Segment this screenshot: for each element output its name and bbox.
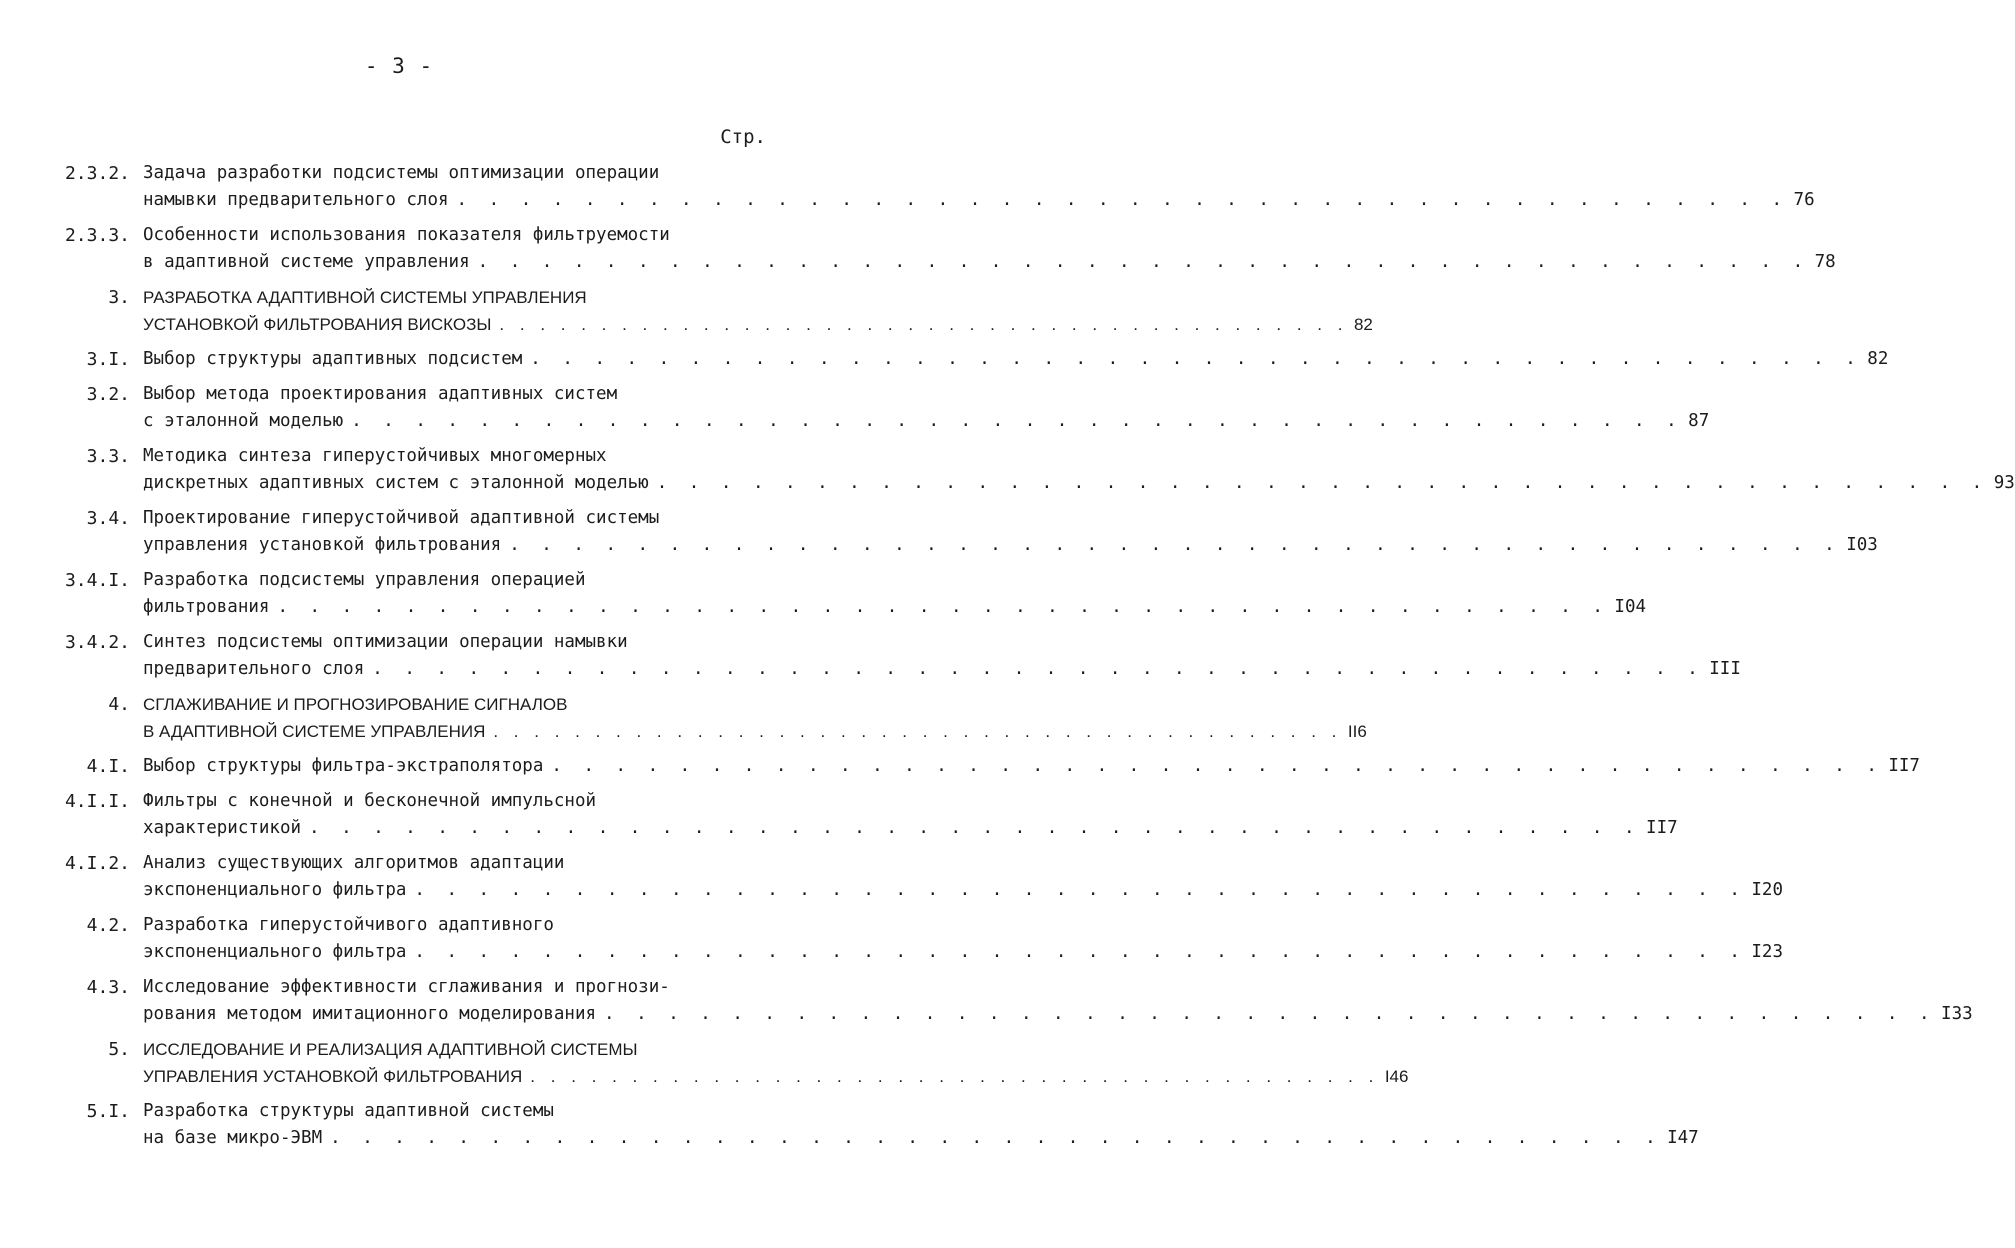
toc-entry bbox=[0, 160, 1815, 222]
title-line-1: Фильтры с конечной и бесконечной импульсной bbox=[143, 791, 597, 811]
section-number: 5.I. bbox=[86, 1101, 130, 1122]
toc-entry bbox=[0, 443, 2015, 505]
title-line-1: Выбор метода проектирования адаптивных систем bbox=[143, 384, 618, 404]
title-line-1: РАЗРАБОТКА АДАПТИВНОЙ СИСТЕМЫ УПРАВЛЕНИЯ bbox=[143, 288, 587, 307]
title-line-2 bbox=[143, 249, 1836, 276]
toc-entry bbox=[0, 505, 1878, 567]
title-line-2-text: предварительного слоя bbox=[143, 659, 365, 679]
section-title bbox=[143, 1098, 1699, 1152]
leader-dots: . . . . . . . . . . . . . . . . . . . . . . . . . . . . . . . . . . . . . . . . . . bbox=[551, 756, 1883, 776]
leader-dots: . . . . . . . . . . . . . . . . . . . . . . . . . . . . . . . . . . . . . . . . . . bbox=[604, 1004, 1936, 1024]
title-line-1: Методика синтеза гиперустойчивых многомерных bbox=[143, 446, 607, 466]
title-line-2-text: на базе микро-ЭВМ bbox=[143, 1128, 323, 1148]
title-line-2 bbox=[143, 594, 1647, 621]
title-line-2-text: экспоненциального фильтра bbox=[143, 880, 407, 900]
toc-entry bbox=[0, 974, 1973, 1036]
section-number: 2.3.3. bbox=[64, 225, 130, 246]
page-ref: 93 bbox=[1993, 473, 2015, 493]
title-line-1: Задача разработки подсистемы оптимизации операции bbox=[143, 163, 660, 183]
section-number: 4.3. bbox=[86, 977, 130, 998]
page-ref: 76 bbox=[1793, 190, 1815, 210]
toc-entry bbox=[0, 691, 1367, 753]
toc-entry bbox=[0, 753, 1920, 788]
leader-dots: . . . . . . . . . . . . . . . . . . . . . . . . . . . . . . . . . . . . . . . . . . bbox=[372, 659, 1704, 679]
toc-entry bbox=[0, 1036, 1409, 1098]
section-number: 3.2. bbox=[86, 384, 130, 405]
section-title bbox=[143, 346, 1889, 373]
section-title bbox=[143, 753, 1920, 780]
title-line-1: Анализ существующих алгоритмов адаптации bbox=[143, 853, 565, 873]
section-number: 4.I. bbox=[86, 756, 130, 777]
leader-dots: . . . . . . . . . . . . . . . . . . . . . . . . . . . . . . . . . . . . . . . . . . bbox=[309, 818, 1641, 838]
title-line-2-text: УСТАНОВКОЙ ФИЛЬТРОВАНИЯ ВИСКОЗЫ bbox=[143, 315, 492, 334]
title-line-2 bbox=[143, 939, 1783, 966]
title-line-2 bbox=[143, 470, 2015, 497]
section-number: 3. bbox=[108, 287, 130, 308]
page-number: - 3 - bbox=[364, 54, 434, 78]
table-of-contents bbox=[0, 160, 2015, 1160]
title-line-2 bbox=[143, 408, 1710, 435]
toc-entry bbox=[0, 850, 1783, 912]
page-ref: I47 bbox=[1667, 1128, 1699, 1148]
leader-dots: . . . . . . . . . . . . . . . . . . . . . . . . . . . . . . . . . . . . . . . . . . bbox=[493, 722, 1342, 741]
toc-entry bbox=[0, 629, 1741, 691]
title-line-2 bbox=[143, 753, 1920, 780]
title-line-1: Разработка подсистемы управления операцией bbox=[143, 570, 586, 590]
leader-dots: . . . . . . . . . . . . . . . . . . . . . . . . . . . . . . . . . . . . . . . . . . bbox=[414, 880, 1746, 900]
toc-entry bbox=[0, 222, 1836, 284]
toc-entry bbox=[0, 1098, 1699, 1160]
page-ref: 87 bbox=[1688, 411, 1710, 431]
title-line-2-text: в адаптивной системе управления bbox=[143, 252, 470, 272]
title-line-2 bbox=[143, 1063, 1409, 1090]
page-ref: I33 bbox=[1941, 1004, 1973, 1024]
title-line-2-text: дискретных адаптивных систем с эталонной моделью bbox=[143, 473, 649, 493]
section-title bbox=[143, 1036, 1409, 1090]
page-ref: 82 bbox=[1867, 349, 1889, 369]
leader-dots: . . . . . . . . . . . . . . . . . . . . . . . . . . . . . . . . . . . . . . . . . . bbox=[499, 315, 1348, 334]
leader-dots: . . . . . . . . . . . . . . . . . . . . . . . . . . . . . . . . . . . . . . . . . . bbox=[530, 1067, 1379, 1086]
title-line-1: Разработка структуры адаптивной системы bbox=[143, 1101, 554, 1121]
page-ref: I23 bbox=[1751, 942, 1783, 962]
title-line-2-text: Выбор структуры адаптивных подсистем bbox=[143, 349, 523, 369]
section-number: 4. bbox=[108, 694, 130, 715]
section-title bbox=[143, 160, 1815, 214]
title-line-2 bbox=[143, 532, 1878, 559]
title-line-1: Особенности использования показателя фильтруемости bbox=[143, 225, 670, 245]
section-title bbox=[143, 629, 1741, 683]
title-line-2-text: экспоненциального фильтра bbox=[143, 942, 407, 962]
section-title bbox=[143, 505, 1878, 559]
section-title bbox=[143, 284, 1373, 338]
title-line-2-text: Выбор структуры фильтра-экстраполятора bbox=[143, 756, 544, 776]
section-title bbox=[143, 974, 1973, 1028]
leader-dots: . . . . . . . . . . . . . . . . . . . . . . . . . . . . . . . . . . . . . . . . . . bbox=[477, 252, 1809, 272]
title-line-2 bbox=[143, 1125, 1699, 1152]
page-ref: I04 bbox=[1614, 597, 1647, 617]
page-ref: I03 bbox=[1846, 535, 1878, 555]
page-ref: II6 bbox=[1347, 722, 1367, 741]
section-title bbox=[143, 222, 1836, 276]
page-ref: I20 bbox=[1751, 880, 1783, 900]
title-line-2-text: В АДАПТИВНОЙ СИСТЕМЕ УПРАВЛЕНИЯ bbox=[143, 722, 486, 741]
section-title bbox=[143, 443, 2015, 497]
title-line-2-text: рования методом имитационного моделирования bbox=[143, 1004, 597, 1024]
section-title bbox=[143, 788, 1678, 842]
section-title bbox=[143, 912, 1783, 966]
toc-entry bbox=[0, 567, 1647, 629]
title-line-2-text: фильтрования bbox=[143, 597, 270, 617]
title-line-2 bbox=[143, 815, 1678, 842]
toc-entry bbox=[0, 912, 1783, 974]
section-number: 3.4. bbox=[86, 508, 130, 529]
page-ref: II7 bbox=[1888, 756, 1920, 776]
toc-entry bbox=[0, 381, 1710, 443]
section-number: 4.2. bbox=[86, 915, 130, 936]
title-line-1: Синтез подсистемы оптимизации операции намывки bbox=[143, 632, 628, 652]
leader-dots: . . . . . . . . . . . . . . . . . . . . . . . . . . . . . . . . . . . . . . . . . . bbox=[509, 535, 1841, 555]
section-number: 3.3. bbox=[86, 446, 130, 467]
toc-entry bbox=[0, 346, 1889, 381]
title-line-2 bbox=[143, 877, 1783, 904]
title-line-2 bbox=[143, 718, 1367, 745]
title-line-1: Проектирование гиперустойчивой адаптивной системы bbox=[143, 508, 660, 528]
section-title bbox=[143, 567, 1647, 621]
title-line-1: СГЛАЖИВАНИЕ И ПРОГНОЗИРОВАНИЕ СИГНАЛОВ bbox=[143, 695, 568, 714]
page-column-header: Стр. bbox=[720, 126, 766, 148]
leader-dots: . . . . . . . . . . . . . . . . . . . . . . . . . . . . . . . . . . . . . . . . . . bbox=[656, 473, 1988, 493]
title-line-2-text: УПРАВЛЕНИЯ УСТАНОВКОЙ ФИЛЬТРОВАНИЯ bbox=[143, 1067, 523, 1086]
title-line-2-text: с эталонной моделью bbox=[143, 411, 344, 431]
section-number: 3.I. bbox=[86, 349, 130, 370]
title-line-2 bbox=[143, 311, 1373, 338]
page-ref: 82 bbox=[1353, 315, 1373, 334]
section-title bbox=[143, 691, 1367, 745]
toc-entry bbox=[0, 284, 1373, 346]
section-number: 4.I.2. bbox=[64, 853, 130, 874]
section-title bbox=[143, 381, 1710, 435]
section-title bbox=[143, 850, 1783, 904]
title-line-2-text: характеристикой bbox=[143, 818, 302, 838]
toc-entry bbox=[0, 788, 1678, 850]
title-line-1: Исследование эффективности сглаживания и прогнози- bbox=[143, 977, 670, 997]
section-number: 3.4.2. bbox=[64, 632, 130, 653]
leader-dots: . . . . . . . . . . . . . . . . . . . . . . . . . . . . . . . . . . . . . . . . . . bbox=[456, 190, 1788, 210]
leader-dots: . . . . . . . . . . . . . . . . . . . . . . . . . . . . . . . . . . . . . . . . . . bbox=[277, 597, 1609, 617]
title-line-1: Разработка гиперустойчивого адаптивного bbox=[143, 915, 554, 935]
leader-dots: . . . . . . . . . . . . . . . . . . . . . . . . . . . . . . . . . . . . . . . . . . bbox=[330, 1128, 1662, 1148]
section-number: 3.4.I. bbox=[64, 570, 130, 591]
leader-dots: . . . . . . . . . . . . . . . . . . . . . . . . . . . . . . . . . . . . . . . . . . bbox=[414, 942, 1746, 962]
title-line-2 bbox=[143, 1001, 1973, 1028]
leader-dots: . . . . . . . . . . . . . . . . . . . . . . . . . . . . . . . . . . . . . . . . . . bbox=[351, 411, 1683, 431]
title-line-2-text: управления установкой фильтрования bbox=[143, 535, 502, 555]
section-number: 2.3.2. bbox=[64, 163, 130, 184]
title-line-1: ИССЛЕДОВАНИЕ И РЕАЛИЗАЦИЯ АДАПТИВНОЙ СИСТЕМЫ bbox=[143, 1040, 638, 1059]
title-line-2 bbox=[143, 656, 1741, 683]
page-ref: 78 bbox=[1814, 252, 1836, 272]
title-line-2 bbox=[143, 187, 1815, 214]
section-number: 4.I.I. bbox=[64, 791, 130, 812]
page-ref: III bbox=[1709, 659, 1741, 679]
title-line-2 bbox=[143, 346, 1889, 373]
title-line-2-text: намывки предварительного слоя bbox=[143, 190, 449, 210]
page-ref: I46 bbox=[1384, 1067, 1409, 1086]
leader-dots: . . . . . . . . . . . . . . . . . . . . . . . . . . . . . . . . . . . . . . . . . . bbox=[530, 349, 1862, 369]
section-number: 5. bbox=[108, 1039, 130, 1060]
page-ref: II7 bbox=[1646, 818, 1678, 838]
